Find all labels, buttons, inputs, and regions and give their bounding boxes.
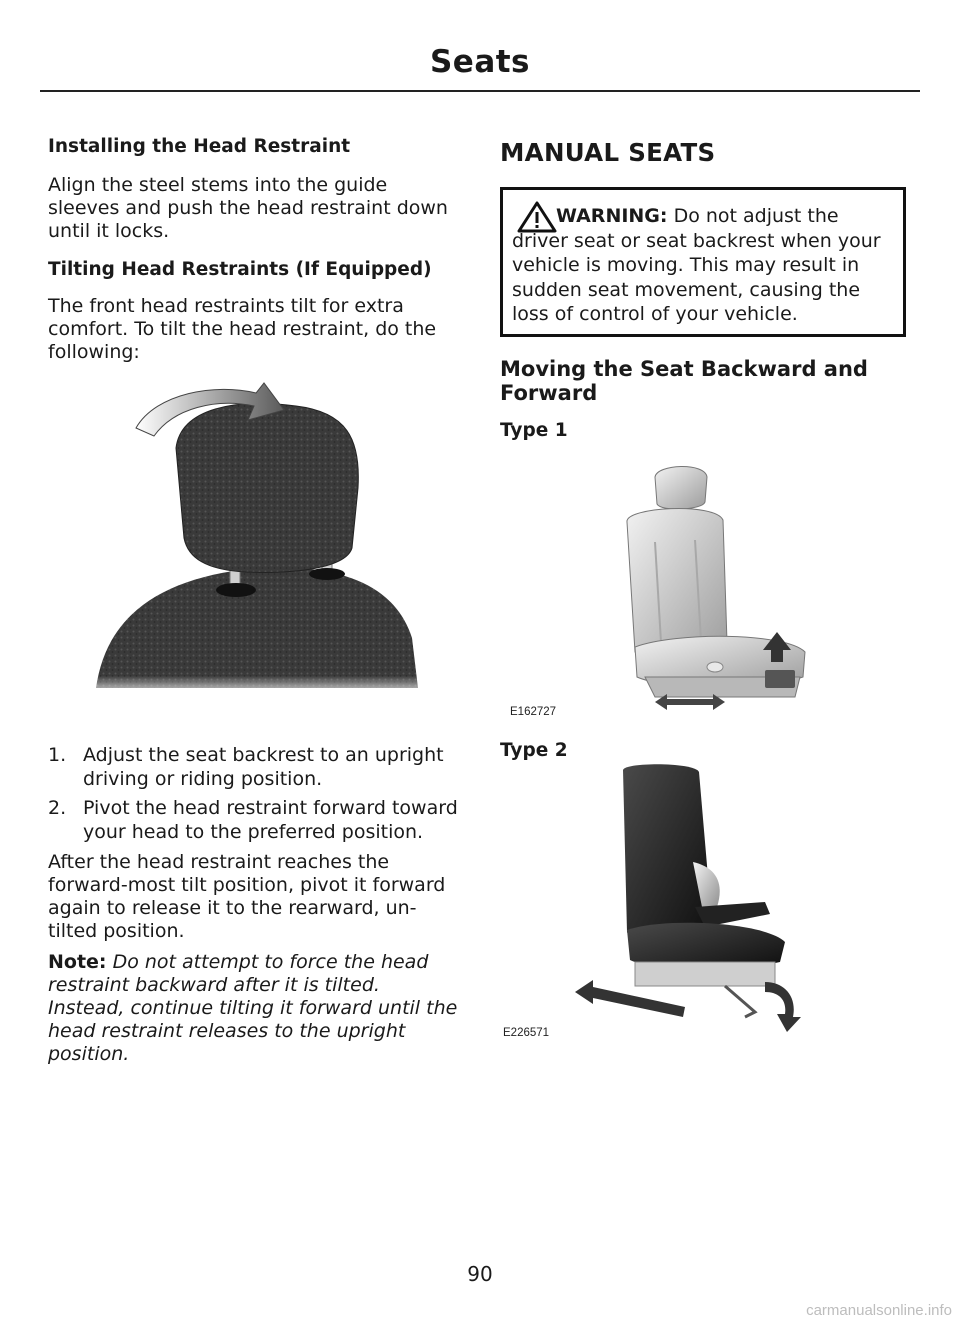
installing-text: Align the steel stems into the guide sleeves and push the head restraint down until it locks. [48,174,448,242]
type-1-figure-code: E162727 [510,706,557,718]
warning-triangle-icon [517,201,557,233]
type-1-label: Type 1 [500,420,568,441]
step-1-number: 1. [48,744,67,766]
type-2-figure-code: E226571 [503,1027,550,1039]
note-paragraph [48,951,458,1066]
type-2-seat-figure [575,762,805,1044]
tilting-text: The front head restraints tilt for extra comfort. To tilt the head restraint, do the following: [48,295,437,363]
manual-seats-heading: MANUAL SEATS [500,138,716,167]
step-1-text: Adjust the seat backrest to an upright driving or riding position. [83,744,444,790]
step-2-text: Pivot the head restraint forward toward your head to the preferred position. [83,797,458,843]
type-1-seat-figure [615,462,815,724]
step-2-number: 2. [48,797,67,819]
moving-seat-heading: Moving the Seat Backward and Forward [500,357,868,405]
warning-text: Do not adjust the driver seat or seat backrest when your vehicle is moving. This may result in sudden seat movement, causing the loss of control of your vehicle. [512,205,881,325]
type-2-label: Type 2 [500,740,568,761]
after-tilt-text: After the head restraint reaches the forward-most tilt position, pivot it forward again to release it to the rearward, un-tilted position. [48,851,446,942]
head-restraint-figure [96,378,436,698]
note-label: Note: [48,951,107,973]
installing-heading: Installing the Head Restraint [48,136,351,157]
header-rule [40,90,920,92]
page-header-title: Seats [429,44,531,80]
note-text: Do not attempt to force the head restraint backward after it is tilted. Instead, continue tilting it forward until the head restraint releases to the upright position. [48,951,458,1065]
watermark: carmanualsonline.info [806,1302,952,1319]
page-number: 90 [467,1262,493,1286]
warning-box [500,187,906,337]
tilting-heading: Tilting Head Restraints (If Equipped) [48,259,432,280]
warning-label: WARNING: [556,205,668,227]
